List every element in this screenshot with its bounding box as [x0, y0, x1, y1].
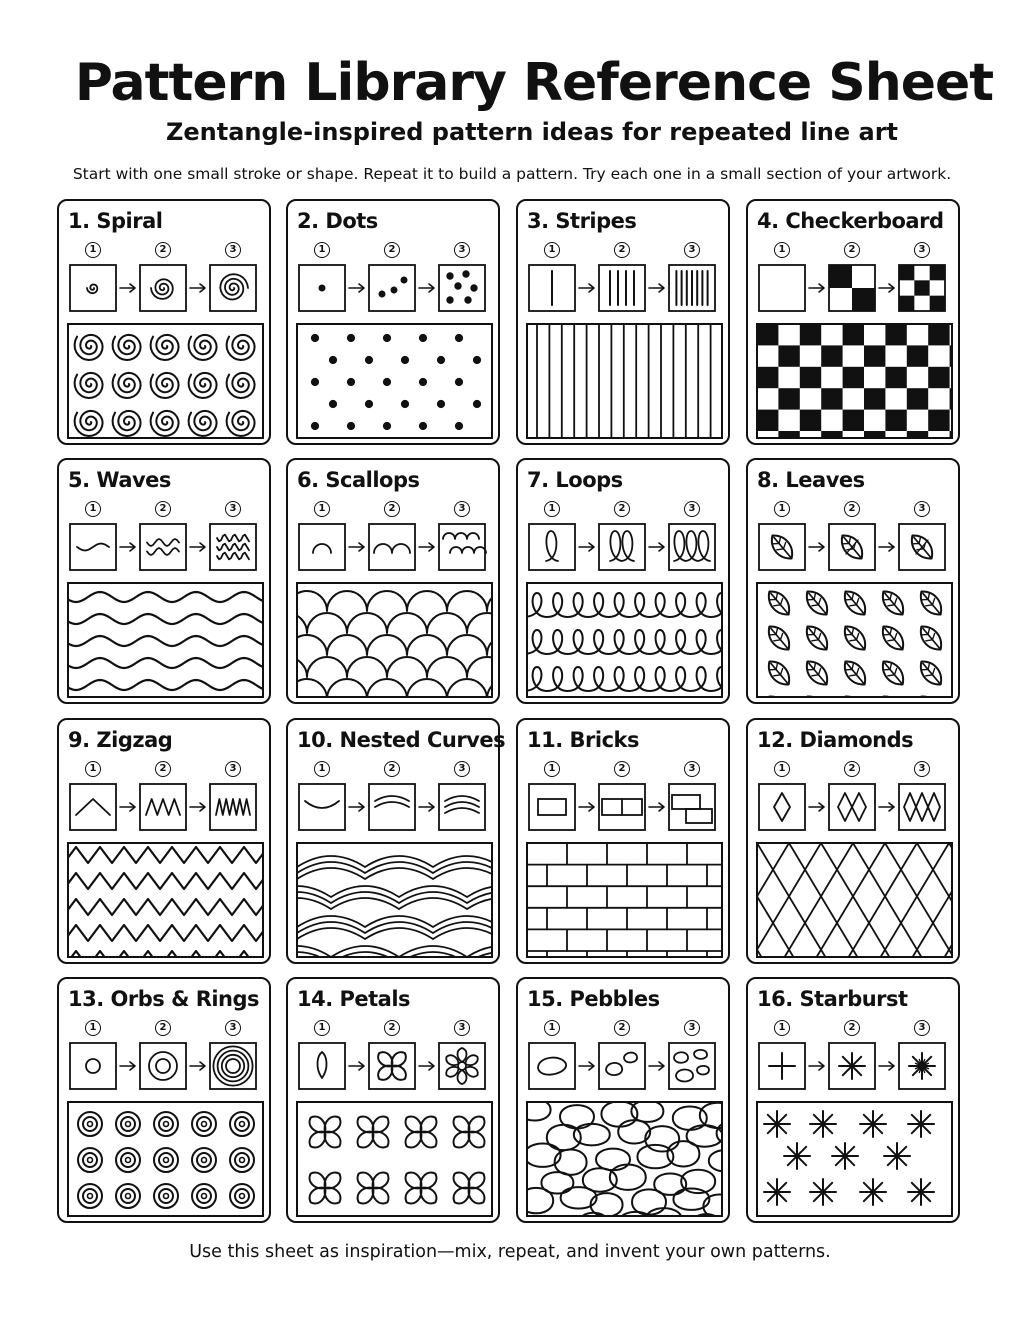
pattern-title: 10. Nested Curves: [297, 728, 506, 752]
pattern-card-checker: [746, 199, 960, 445]
pattern-card-leaves: [746, 458, 960, 704]
pattern-title: 5. Waves: [68, 468, 171, 492]
pattern-title: 6. Scallops: [297, 468, 420, 492]
pattern-card-orbs: [57, 977, 271, 1223]
pattern-card-loops: [516, 458, 730, 704]
pattern-title: 12. Diamonds: [757, 728, 914, 752]
step-number-badge: 1: [85, 242, 101, 258]
step-number-badge: 1: [314, 1020, 330, 1036]
step-number-badge: 1: [85, 501, 101, 517]
nested-pattern-illustration: [288, 720, 502, 966]
step-number-badge: 3: [225, 1020, 241, 1036]
pattern-title: 9. Zigzag: [68, 728, 173, 752]
step-number-badge: 2: [384, 761, 400, 777]
pattern-card-dots: [286, 199, 500, 445]
pattern-card-pebbles: [516, 977, 730, 1223]
step-number-badge: 2: [844, 501, 860, 517]
diamonds-pattern-illustration: [748, 720, 962, 966]
pattern-card-scallops: [286, 458, 500, 704]
step-number-badge: 2: [844, 761, 860, 777]
pattern-card-starburst: [746, 977, 960, 1223]
step-number-badge: 2: [155, 1020, 171, 1036]
step-number-badge: 2: [155, 242, 171, 258]
step-number-badge: 3: [684, 501, 700, 517]
bricks-pattern-illustration: [518, 720, 732, 966]
step-number-badge: 2: [384, 501, 400, 517]
step-number-badge: 1: [544, 242, 560, 258]
scallops-pattern-illustration: [288, 460, 502, 706]
step-number-badge: 1: [544, 1020, 560, 1036]
step-number-badge: 2: [844, 242, 860, 258]
pattern-card-bricks: [516, 718, 730, 964]
leaves-pattern-illustration: [748, 460, 962, 706]
step-number-badge: 3: [225, 761, 241, 777]
pattern-title: 4. Checkerboard: [757, 209, 944, 233]
step-number-badge: 1: [314, 761, 330, 777]
step-number-badge: 2: [614, 501, 630, 517]
step-number-badge: 3: [914, 501, 930, 517]
step-number-badge: 3: [684, 1020, 700, 1036]
starburst-pattern-illustration: [748, 979, 962, 1225]
step-number-badge: 1: [85, 761, 101, 777]
step-number-badge: 3: [684, 242, 700, 258]
pattern-title: 8. Leaves: [757, 468, 865, 492]
step-number-badge: 3: [914, 761, 930, 777]
dots-pattern-illustration: [288, 201, 502, 447]
step-number-badge: 3: [914, 242, 930, 258]
pattern-title: 13. Orbs & Rings: [68, 987, 260, 1011]
step-number-badge: 2: [384, 1020, 400, 1036]
pattern-card-nested: [286, 718, 506, 964]
pebbles-pattern-illustration: [518, 979, 732, 1225]
step-number-badge: 1: [314, 501, 330, 517]
orbs-pattern-illustration: [59, 979, 273, 1225]
step-number-badge: 2: [614, 242, 630, 258]
petals-pattern-illustration: [288, 979, 502, 1225]
step-number-badge: 2: [155, 501, 171, 517]
step-number-badge: 3: [454, 242, 470, 258]
checker-pattern-illustration: [748, 201, 962, 447]
pattern-title: 14. Petals: [297, 987, 411, 1011]
step-number-badge: 3: [454, 761, 470, 777]
step-number-badge: 3: [225, 501, 241, 517]
footer-text: Use this sheet as inspiration—mix, repeat, and invent your own patterns.: [189, 1242, 831, 1262]
stripes-pattern-illustration: [518, 201, 732, 447]
step-number-badge: 1: [774, 761, 790, 777]
intro-text: Start with one small stroke or shape. Repeat it to build a pattern. Try each one in a small section of your artwork.: [72, 165, 952, 183]
pattern-card-stripes: [516, 199, 730, 445]
step-number-badge: 1: [774, 1020, 790, 1036]
zigzag-pattern-illustration: [59, 720, 273, 966]
loops-pattern-illustration: [518, 460, 732, 706]
pattern-title: 16. Starburst: [757, 987, 908, 1011]
step-number-badge: 1: [85, 1020, 101, 1036]
page-subtitle: Zentangle-inspired pattern ideas for repeated line art: [165, 118, 899, 146]
pattern-card-petals: [286, 977, 500, 1223]
pattern-card-spiral: [57, 199, 271, 445]
pattern-title: 1. Spiral: [68, 209, 163, 233]
step-number-badge: 1: [544, 761, 560, 777]
pattern-title: 3. Stripes: [527, 209, 637, 233]
step-number-badge: 3: [225, 242, 241, 258]
step-number-badge: 2: [155, 761, 171, 777]
step-number-badge: 3: [684, 761, 700, 777]
step-number-badge: 2: [614, 1020, 630, 1036]
pattern-title: 15. Pebbles: [527, 987, 660, 1011]
page-title: Pattern Library Reference Sheet: [74, 53, 994, 113]
spiral-pattern-illustration: [59, 201, 273, 447]
step-number-badge: 2: [614, 761, 630, 777]
pattern-card-zigzag: [57, 718, 271, 964]
waves-pattern-illustration: [59, 460, 273, 706]
step-number-badge: 2: [844, 1020, 860, 1036]
step-number-badge: 3: [914, 1020, 930, 1036]
pattern-title: 2. Dots: [297, 209, 378, 233]
step-number-badge: 1: [774, 242, 790, 258]
step-number-badge: 1: [774, 501, 790, 517]
step-number-badge: 3: [454, 1020, 470, 1036]
step-number-badge: 2: [384, 242, 400, 258]
pattern-title: 11. Bricks: [527, 728, 639, 752]
pattern-title: 7. Loops: [527, 468, 623, 492]
step-number-badge: 3: [454, 501, 470, 517]
step-number-badge: 1: [544, 501, 560, 517]
pattern-card-waves: [57, 458, 271, 704]
step-number-badge: 1: [314, 242, 330, 258]
pattern-card-diamonds: [746, 718, 960, 964]
